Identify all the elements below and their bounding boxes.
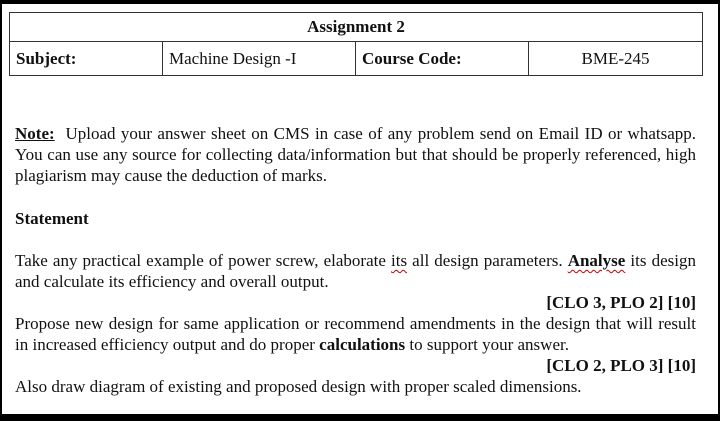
assignment-header-table [9,12,703,76]
note-paragraph [15,123,696,186]
task2-text-b: to support your answer. [405,335,569,354]
course-code-value: BME-245 [529,42,703,76]
subject-value: Machine Design -I [163,42,356,76]
task1-analyse-word: Analyse [567,251,626,270]
task3-text: Also draw diagram of existing and proposed design with proper scaled dimensions. [15,377,582,396]
task1-text-c: its design and calculate its efficiency and overall output. [15,251,696,291]
left-border [0,0,2,421]
note-label: Note: [15,124,55,143]
subject-row [10,42,703,76]
statement-body [15,250,696,397]
subject-label: Subject: [10,42,163,76]
bottom-border [0,414,720,421]
task1-reference: [CLO 3, PLO 2] [10] [546,293,696,312]
task2-reference: [CLO 2, PLO 3] [10] [546,356,696,375]
title-row [10,13,703,42]
task1-text-a: Take any practical example of power screw, elaborate [15,251,392,270]
assignment-title: Assignment 2 [10,13,703,42]
statement-heading: Statement [15,209,89,228]
task1-its-word: its [391,251,408,270]
task2-calculations-word: calculations [319,335,406,354]
course-code-label: Course Code: [356,42,529,76]
task2-text-a: Propose new design for same application or recommend amendments in the design that will result in increased efficiency output and do proper [15,314,696,354]
note-text: Upload your answer sheet on CMS in case of any problem send on Email ID or whatsapp. You can use any source for collecting data/information but that should be properly referenced, high plagiarism may cause the deduction of marks. [15,124,697,185]
top-border [0,0,720,4]
task1-text-b: all design parameters. [407,251,568,270]
